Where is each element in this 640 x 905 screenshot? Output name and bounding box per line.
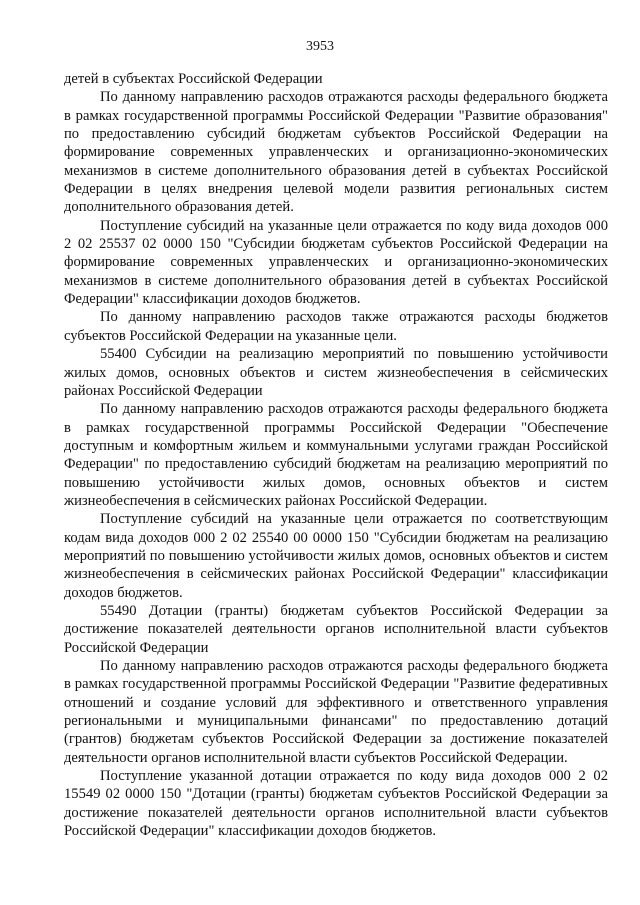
paragraph: По данному направлению расходов также отражаются расходы бюджетов субъектов Российской Федерации на указанные цели. (64, 309, 608, 344)
paragraph: Поступление субсидий на указанные цели отражается по коду вида доходов 000 2 02 25537 02 0000 150 "Субсидии бюджетам субъектов Российской Федерации на формирование современных управленческих и организационно-экономических механизмов в системе дополнительного образования детей в субъектах Российской Федерации" классификации доходов бюджетов. (64, 217, 608, 308)
paragraph: Поступление субсидий на указанные цели отражается по соответствующим кодам вида доходов 000 2 02 25540 00 0000 150 "Субсидии бюджетам на реализацию мероприятий по повышению устойчивости жилых домов, основных объектов и систем жизнеобеспечения в сейсмических районах Российской Федерации" классификации доходов бюджетов. (64, 511, 608, 601)
paragraph: По данному направлению расходов отражаются расходы федерального бюджета в рамках государственной программы Российской Федерации "Развитие федеративных отношений и создание условий для эффективного и ответственного управления региональными и муниципальными финансами" по предоставлению дотаций (грантов) бюджетам субъектов Российской Федерации за достижение показателей деятельности органов исполнительной власти субъектов Российской Федерации. (64, 658, 608, 766)
paragraph: По данному направлению расходов отражаются расходы федерального бюджета в рамках государственной программы Российской Федерации "Развитие образования" по предоставлению субсидий бюджетам субъектов Российской Федерации на формирование современных управленческих и организационно-экономических механизмов в системе дополнительного образования детей в субъектах Российской Федерации в целях внедрения целевой модели развития региональных систем дополнительного образования детей. (64, 89, 608, 216)
paragraph-continuation: детей в субъектах Российской Федерации (64, 71, 323, 87)
page-number: 3953 (306, 39, 334, 54)
paragraph: Поступление указанной дотации отражается по коду вида доходов 000 2 02 15549 02 0000 150 "Дотации (гранты) бюджетам субъектов Российской Федерации за достижение показателей деятельности органов исполнительной власти субъектов Российской Федерации" классификации доходов бюджетов. (64, 768, 608, 840)
section-heading-55400: 55400 Субсидии на реализацию мероприятий по повышению устойчивости жилых домов, основных объектов и систем жизнеобеспечения в сейсмических районах Российской Федерации (64, 346, 608, 399)
document-body (64, 70, 608, 840)
paragraph: По данному направлению расходов отражаются расходы федерального бюджета в рамках государственной программы Российской Федерации "Обеспечение доступным и комфортным жильем и коммунальными услугами граждан Российской Федерации" по предоставлению субсидий бюджетам на реализацию мероприятий по повышению устойчивости жилых домов, основных объектов и систем жизнеобеспечения в сейсмических районах Российской Федерации. (64, 401, 608, 509)
section-heading-55490: 55490 Дотации (гранты) бюджетам субъектов Российской Федерации за достижение показателей деятельности органов исполнительной власти субъектов Российской Федерации (64, 602, 608, 656)
